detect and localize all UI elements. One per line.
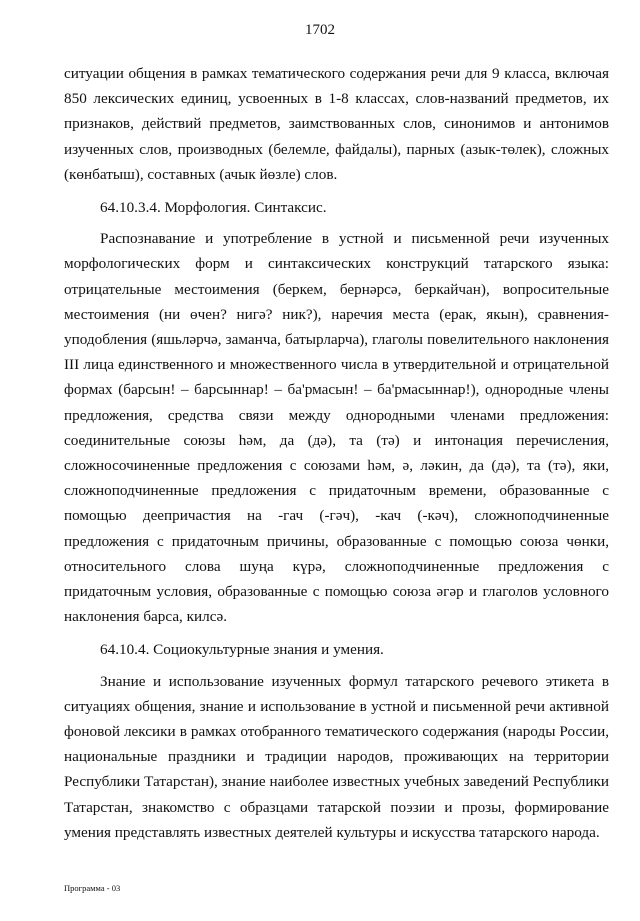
paragraph-vocabulary: ситуации общения в рамках тематического содержания речи для 9 класса, включая 850 лексических единиц, усвоенных в 1-8 классах, слов-названий предметов, их признаков, действий предметов, заимствованных слов, синонимов и антонимов изученных слов, производных (белемле, файдалы), парных (азык-төлек), сложных (көнбатыш), составных (ачык йөзле) слов. <box>64 65 609 183</box>
page-number: 1702 <box>305 22 335 38</box>
document-body <box>64 61 609 845</box>
page-footer: Программа - 03 <box>64 883 121 893</box>
section-heading-morphology: 64.10.3.4. Морфология. Синтаксис. <box>100 199 327 217</box>
paragraph-sociocultural: Знание и использование изученных формул татарского речевого этикета в ситуациях общения, знание и использование в устной и письменной речи активной фоновой лексики в рамках отобранного тематического содержания (народы России, национальные праздники и традиции народов, проживающих на территории Республики Татарстан), знание наиболее известных учебных заведений Республики Татарстан, знакомство с образцами татарской поэзии и прозы, формирование умения представлять известных деятелей культуры и искусства татарского народа. <box>64 672 609 841</box>
paragraph-morphology: Распознавание и употребление в устной и письменной речи изученных морфологических форм и синтаксических конструкций татарского языка: отрицательные местоимения (беркем, бернәрсә, беркайчан), вопросительные местоимения (ни өчен? нигә? ник?), наречия места (ерак, якын), сравнения-уподобления (яшьләрчә, заманча, батырларча), глаголы повелительного наклонения III лица единственного и множественного числа в утвердительной и отрицательной формах (барсын! – барсыннар! – ба'рмасын! – ба'рмасыннар!), однородные члены предложения, средства связи между однородными членами предложения: соединительные союзы һәм, да (дә), та (тә) и интонация перечисления, сложносочиненные предложения с союзами һәм, ә, ләкин, да (дә), та (тә), яки, сложноподчиненные предложения с придаточным времени, образованные с помощью деепричастия на -гач (-гәч), -кач (-кәч), сложноподчиненные предложения с придаточным причины, образованные с помощью союза чөнки, относительного слова шуңа күрә, сложноподчиненные предложения с придаточным условия, образованные с помощью союза әгәр и глаголов условного наклонения барса, килсә. <box>64 230 609 626</box>
section-heading-sociocultural: 64.10.4. Социокультурные знания и умения. <box>100 641 384 659</box>
